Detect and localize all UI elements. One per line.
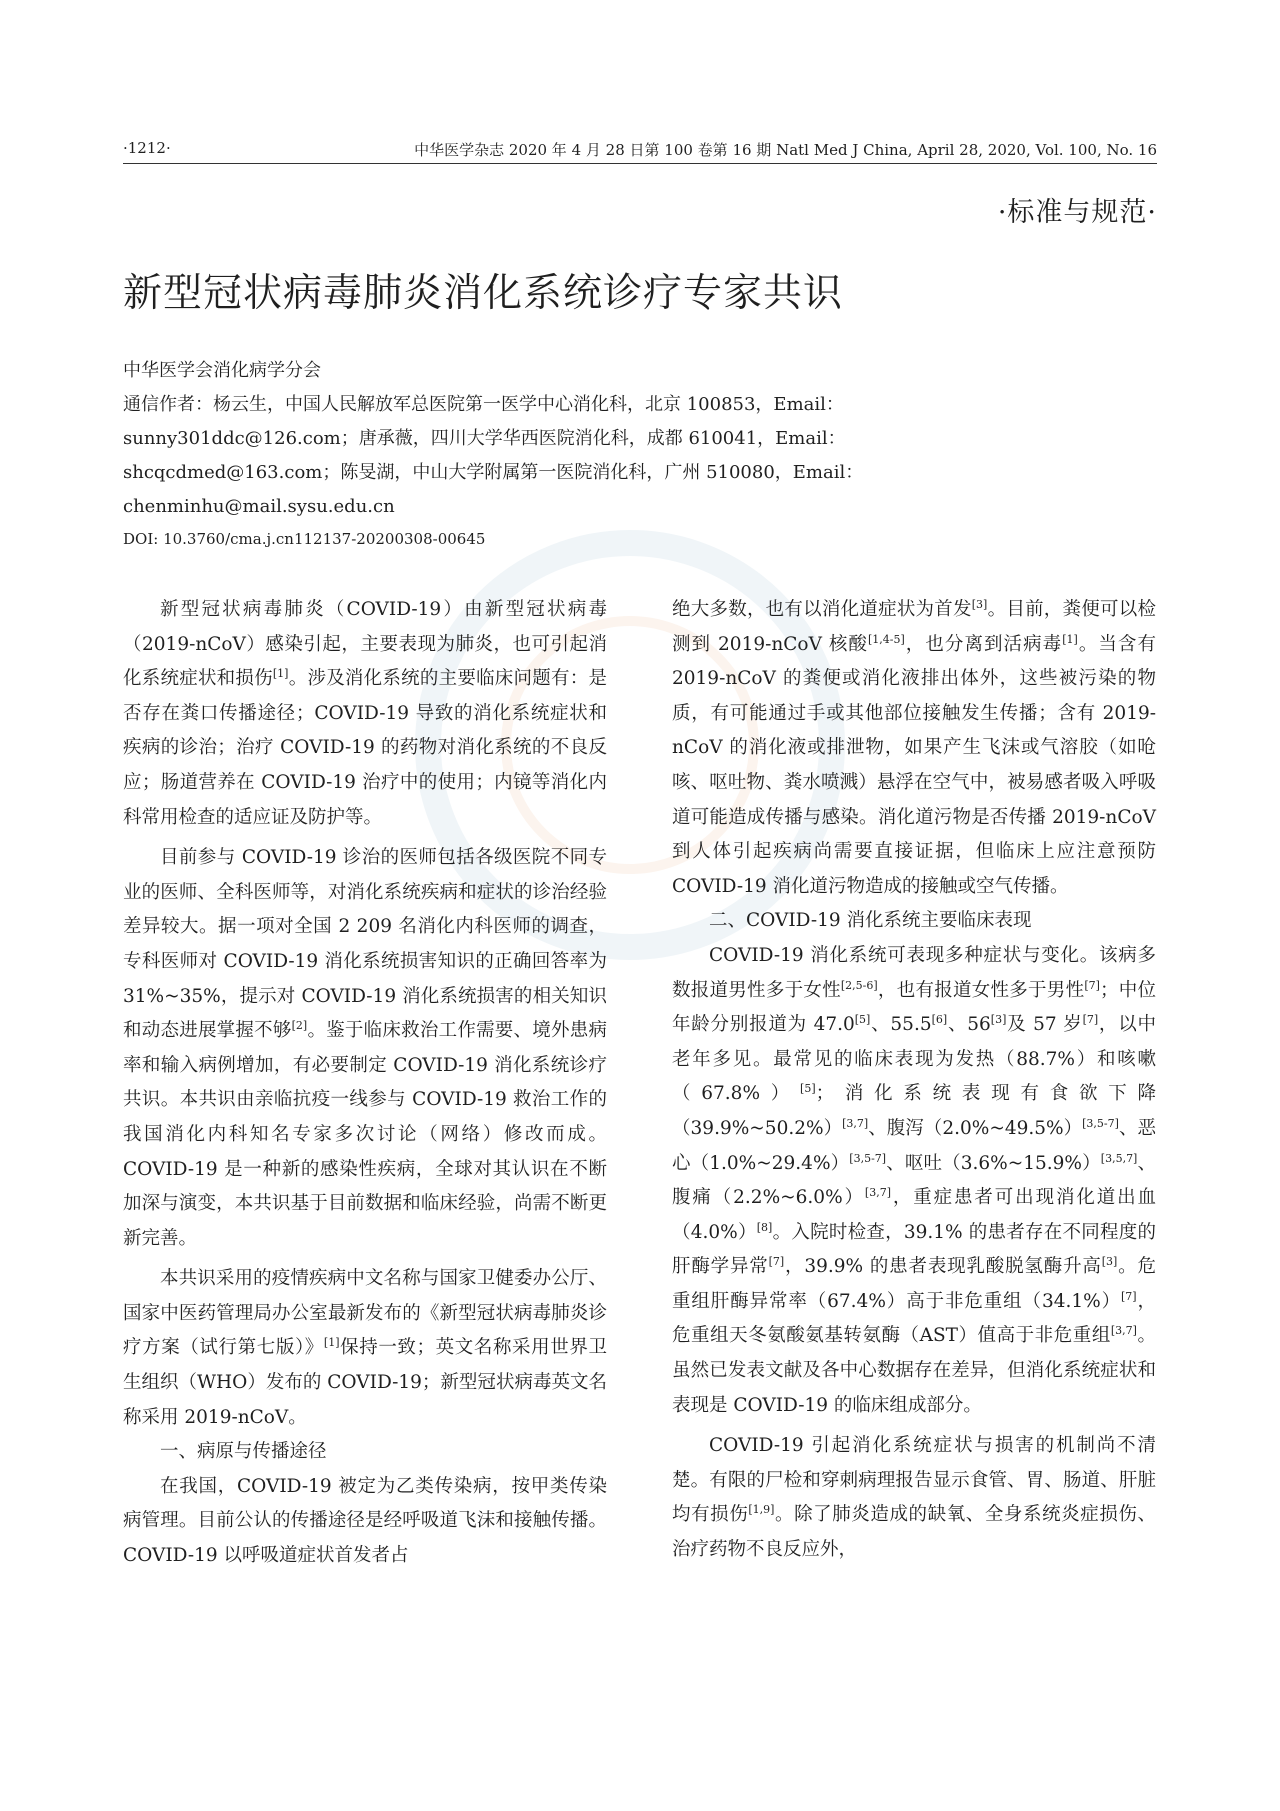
citation: [3] — [971, 597, 988, 611]
citation: [1,4-5] — [867, 632, 905, 646]
citation: [1] — [272, 667, 289, 681]
paragraph — [123, 1262, 607, 1435]
text-run: 。除了肺炎造成的缺氧、全身系统炎症损伤、治疗药物不良反应外， — [672, 1504, 1156, 1561]
text-run: ；中位年龄分别报道为 47.0 — [672, 979, 1156, 1036]
text-run: 、55.5 — [870, 1014, 932, 1036]
correspondence-line: chenminhu@mail.sysu.edu.cn — [123, 496, 395, 517]
correspondence-line: shcqcdmed@163.com；陈旻湖，中山大学附属第一医院消化科，广州 510080，Email： — [123, 462, 864, 483]
paragraph — [123, 841, 607, 1256]
citation: [7] — [1082, 1012, 1099, 1026]
doi: DOI: 10.3760/cma.j.cn112137-20200308-00645 — [123, 530, 486, 548]
text-run: COVID-19 引起消化系统症状与损害的机制尚不清楚。有限的尸检和穿刺病理报告显示食管、胃、肠道、肝脏均有损伤 — [672, 1435, 1156, 1526]
text-run: 绝大多数，也有以消化道症状为首发 — [672, 599, 972, 620]
section-heading: 一、病原与传播途径 — [160, 1441, 327, 1463]
text-run: 。涉及消化系统的主要临床问题有：是否存在粪口传播途径；COVID-19 导致的消化系统症状和疾病的诊治；治疗 COVID-19 的药物对消化系统的不良反应；肠道营养在 COVID-19 治疗中的使用；内镜等消化内科常用检查的适应证及防护等。 — [123, 668, 607, 828]
citation: [7] — [1084, 978, 1100, 992]
header-rule — [123, 163, 1157, 164]
citation: [3,7] — [864, 1185, 891, 1199]
section-heading: 二、COVID-19 消化系统主要临床表现 — [709, 910, 1032, 932]
citation: [1] — [323, 1336, 340, 1350]
running-header — [123, 139, 1157, 159]
citation: [1,9] — [748, 1503, 775, 1517]
text-run: 目前参与 COVID-19 诊治的医师包括各级医院不同专业的医师、全科医师等，对消化系统疾病和症状的诊治经验差异较大。据一项对全国 2 209 名消化内科医师的调查，专科医师对 COVID-19 消化系统损害知识的正确回答率为 31%~35%，提示对 COVID-19 消化系统损害的相关知识和动态进展掌握不够 — [123, 847, 607, 1042]
correspondence-line: sunny301ddc@126.com；唐承薇，四川大学华西医院消化科，成都 610041，Email： — [123, 428, 846, 449]
text-run: 新型冠状病毒肺炎（COVID-19）由新型冠状病毒（2019-nCoV）感染引起，主要表现为肺炎，也可引起消化系统症状和损伤 — [123, 599, 607, 690]
section-label: ·标准与规范· — [997, 197, 1157, 228]
paragraph — [672, 939, 1156, 1423]
article-title: 新型冠状病毒肺炎消化系统诊疗专家共识 — [123, 271, 844, 316]
front-matter — [123, 354, 1023, 554]
citation: [5] — [800, 1082, 816, 1096]
text-run: COVID-19 消化系统可表现多种症状与变化。该病多数报道男性多于女性 — [672, 944, 1156, 1001]
text-run: 保持一致；英文名称采用世界卫生组织（WHO）发布的 COVID-19；新型冠状病毒英文名称采用 2019-nCoV。 — [123, 1337, 607, 1428]
left-column — [123, 593, 607, 1574]
text-run: 及 57 岁 — [1006, 1014, 1083, 1036]
paragraph — [672, 593, 1156, 904]
text-run: 、恶心（1.0%~29.4%） — [672, 1117, 1156, 1174]
text-run: ；消化系统表现有食欲下降（39.9%~50.2%） — [672, 1083, 1156, 1139]
citation: [3,5-7] — [1082, 1116, 1119, 1130]
citation: [7] — [768, 1255, 785, 1269]
text-run: ，也分离到活病毒 — [904, 633, 1063, 655]
journal-citation: 中华医学杂志 2020 年 4 月 28 日第 100 卷第 16 期 Natl Med J China, April 28, 2020, Vol. 100, No. 16 — [414, 141, 1157, 159]
text-run: 。当含有 2019-nCoV 的粪便或消化液排出体外，这些被污染的物质，有可能通过手或其他部位接触发生传播；含有 2019-nCoV 的消化液或排泄物，如果产生飞沫或气溶胶（如呛咳、呕吐物、粪水喷溅）悬浮在空气中，被易感者吸入呼吸道可能造成传播与感染。消化道污物是否传播 2019-nCoV 到人体引起疾病尚需要直接证据，但临床上应注意预防 COVID-19 消化道污物造成的接触或空气传播。 — [672, 633, 1156, 897]
correspondence-line: 通信作者：杨云生，中国人民解放军总医院第一医学中心消化科，北京 100853，Email： — [123, 394, 844, 415]
text-run: ，也有报道女性多于男性 — [877, 979, 1085, 1001]
citation: [3,7] — [842, 1116, 869, 1130]
citation: [2] — [291, 1018, 308, 1032]
citation: [3,7] — [1110, 1324, 1137, 1338]
text-run: 、呕吐（3.6%~15.9%） — [886, 1152, 1101, 1174]
text-run: 。虽然已发表文献及各中心数据存在差异，但消化系统症状和表现是 COVID-19 的临床组成部分。 — [672, 1325, 1156, 1416]
page-number: ·1212· — [123, 139, 171, 157]
paragraph: 在我国，COVID-19 被定为乙类传染病，按甲类传染病管理。目前公认的传播途径是经呼吸道飞沫和接触传播。COVID-19 以呼吸道症状首发者占 — [123, 1475, 607, 1567]
citation: [3] — [1101, 1255, 1118, 1269]
citation: [6] — [931, 1012, 948, 1026]
citation: [3] — [990, 1012, 1007, 1026]
citation: [7] — [1121, 1289, 1137, 1303]
society: 中华医学会消化病学分会 — [123, 360, 321, 381]
text-run: 。目前，粪便可以检测到 2019-nCoV 核酸 — [672, 599, 1156, 655]
text-run: ，重症患者可出现消化道出血（4.0%） — [672, 1187, 1156, 1243]
text-run: 、56 — [947, 1014, 991, 1036]
citation: [8] — [756, 1220, 773, 1234]
text-run: 。鉴于临床救治工作需要、境外患病率和输入病例增加，有必要制定 COVID-19 消化系统诊疗共识。本共识由亲临抗疫一线参与 COVID-19 救治工作的我国消化内科知名专家多次讨论（网络）修改而成。COVID-19 是一种新的感染性疾病，全球对其认识在不断加深与演变，本共识基于目前数据和临床经验，尚需不断更新完善。 — [123, 1020, 607, 1249]
right-column — [672, 593, 1156, 1568]
citation: [5] — [854, 1012, 871, 1026]
citation: [3,5-7] — [849, 1151, 887, 1165]
text-run: 。危重组肝酶异常率（67.4%）高于非危重组（34.1%） — [672, 1256, 1156, 1312]
text-run: 本共识采用的疫情疾病中文名称与国家卫健委办公厅、国家中医药管理局办公室最新发布的《新型冠状病毒肺炎诊疗方案（试行第七版）》 — [123, 1268, 607, 1359]
text-run: ，39.9% 的患者表现乳酸脱氢酶升高 — [784, 1256, 1102, 1278]
paragraph — [123, 593, 607, 835]
text-run: 、腹泻（2.0%~49.5%） — [868, 1117, 1083, 1139]
citation: [3,5,7] — [1100, 1151, 1138, 1165]
paragraph — [672, 1429, 1156, 1567]
text-run: 、腹痛（2.2%~6.0%） — [672, 1152, 1156, 1209]
text-run: 。入院时检查，39.1% 的患者存在不同程度的肝酶学异常 — [672, 1221, 1156, 1278]
text-run: ，危重组天冬氨酸氨基转氨酶（AST）值高于非危重组 — [672, 1290, 1156, 1347]
citation: [1] — [1062, 632, 1078, 646]
text-run: ，以中老年多见。最常见的临床表现为发热（88.7%）和咳嗽（67.8%） — [672, 1014, 1156, 1105]
citation: [2,5-6] — [840, 978, 878, 992]
